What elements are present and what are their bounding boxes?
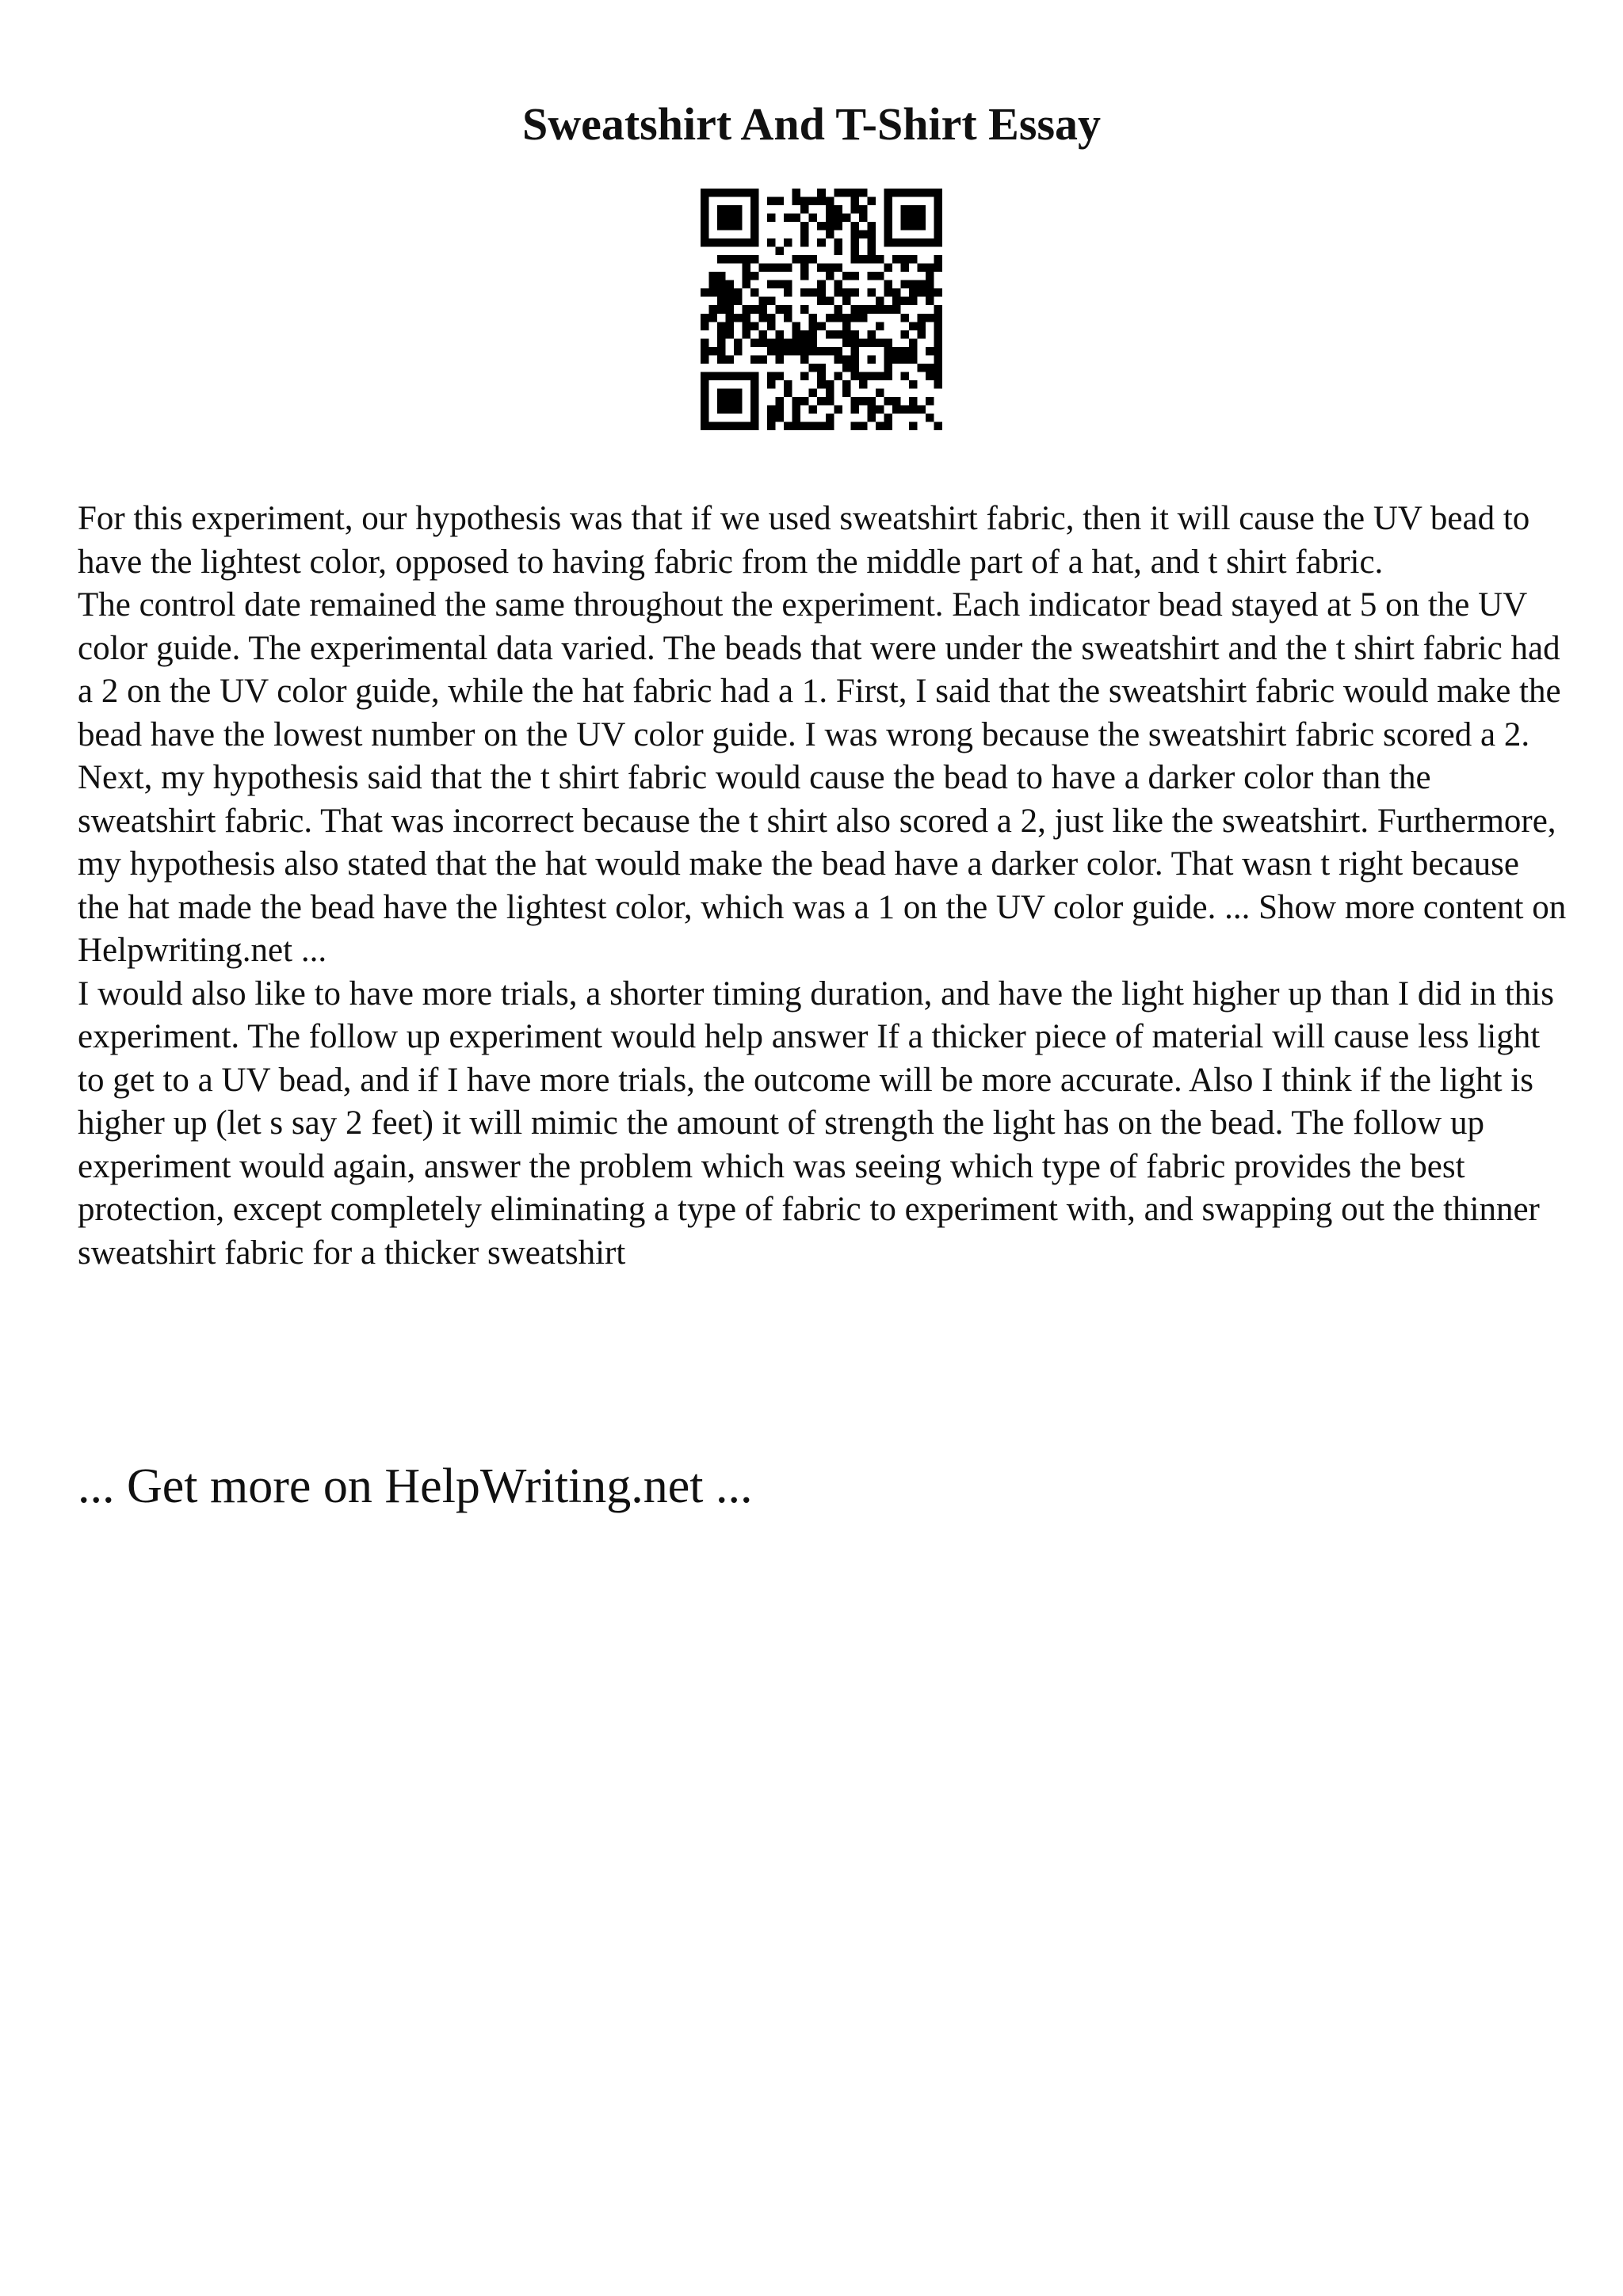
qr-code-icon: [701, 189, 942, 430]
paragraph-follow-up: I would also like to have more trials, a shorter timing duration, and have the light higher up than I did in this experiment. The follow up experiment would help answer If a thicker piece of material will cause less light to get to a UV bead, and if I have more trials, the outcome will be more accurate. Also I think if the light is higher up (let s say 2 feet) it will mimic the amount of strength the light has on the bead. The follow up experiment would again, answer the problem which was seeing which type of fabric provides the best protection, except completely eliminating a type of fabric to experiment with, and swapping out the thinner sweatshirt fabric for a thicker sweatshirt: [78, 974, 1554, 1272]
paragraph-results: The control date remained the same throughout the experiment. Each indicator bead stayed at 5 on the UV color guide. The experimental data varied. The beads that were under the sweatshirt and the t shirt fabric had a 2 on the UV color guide, while the hat fabric had a 1. First, I said that the sweatshirt fabric would make the bead have the lowest number on the UV color guide. I was wrong because the sweatshirt fabric scored a 2. Next, my hypothesis said that the t shirt fabric would cause the bead to have a darker color than the sweatshirt fabric. That was incorrect because the t shirt also scored a 2, just like the sweatshirt. Furthermore, my hypothesis also stated that the hat would make the bead have a darker color. That wasn t right because the hat made the bead have the lightest color, which was a 1 on the UV color guide. ... Show more content on Helpwriting.net ...: [78, 586, 1567, 969]
paragraph-hypothesis: For this experiment, our hypothesis was that if we used sweatshirt fabric, then it will cause the UV bead to have the lightest color, opposed to having fabric from the middle part of a hat, and t shirt fabric.: [78, 500, 1530, 581]
get-more-link[interactable]: ... Get more on HelpWriting.net ...: [78, 1459, 753, 1513]
essay-body: [78, 498, 1568, 1275]
document-title: Sweatshirt And T-Shirt Essay: [521, 98, 1102, 150]
